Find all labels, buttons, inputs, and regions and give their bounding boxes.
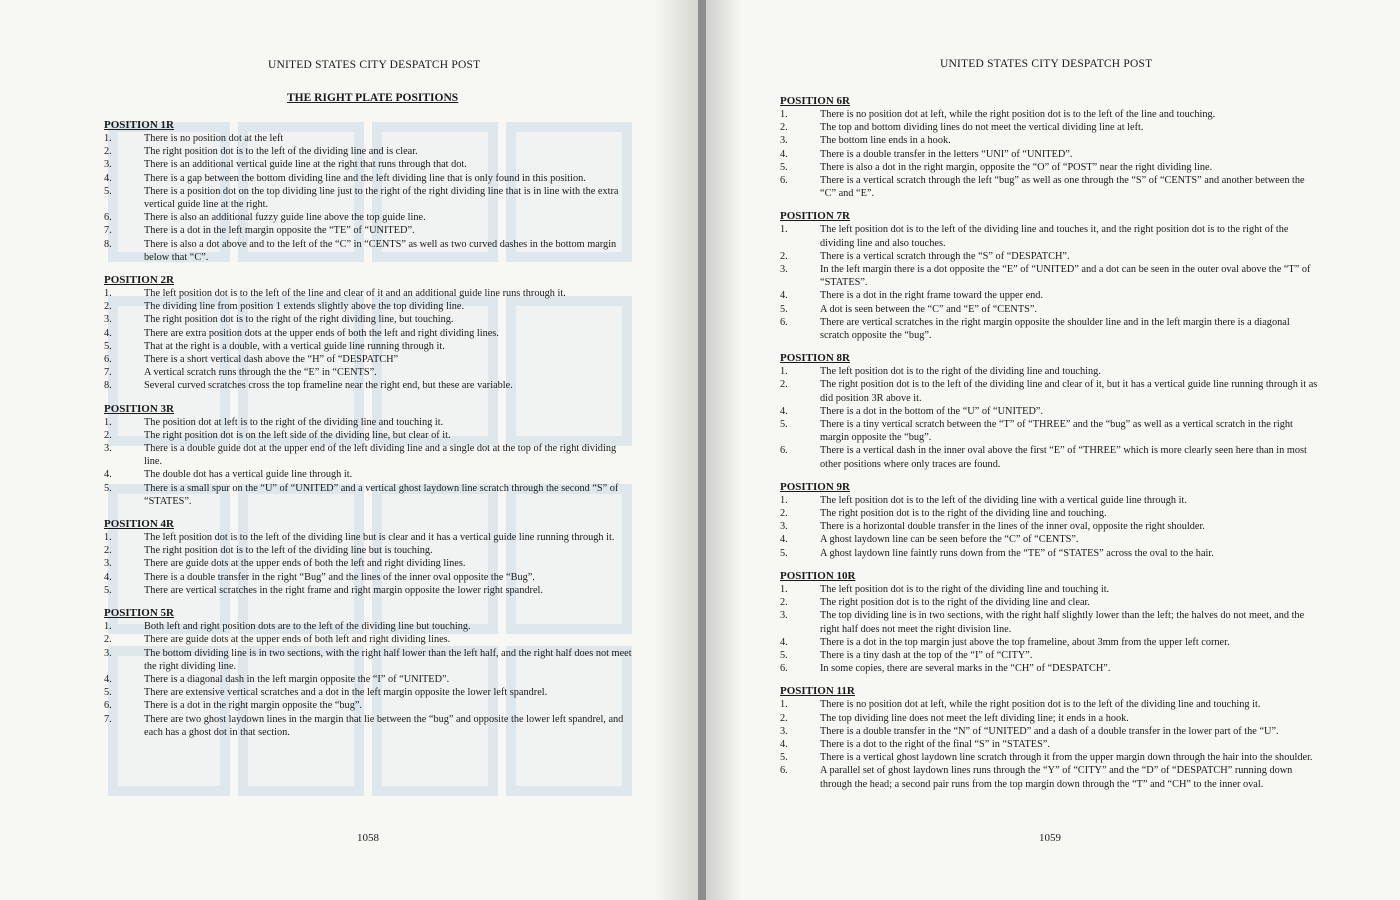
running-header: UNITED STATES CITY DESPATCH POST	[268, 59, 481, 71]
item-number: 3.	[780, 725, 788, 737]
list-item	[104, 327, 634, 340]
item-number: 3.	[780, 264, 788, 276]
item-text: There is a diagonal dash in the left margin opposite the “I” of “UNITED”.	[144, 673, 450, 685]
item-number: 3.	[104, 314, 112, 326]
item-number: 8.	[104, 380, 112, 392]
item-text: The bottom dividing line is in two sections, with the right half lower than the left half, and the right half does not meet the right dividing line.	[144, 647, 632, 672]
item-text: The top dividing line is in two sections, with the right half slightly lower than the left; the halves do not meet, and the right half does not meet the right division line.	[820, 610, 1305, 635]
position-section	[780, 481, 1320, 560]
item-text: There is a double transfer in the letters “UNI” of “UNITED”.	[820, 148, 1073, 160]
item-number: 5.	[780, 752, 788, 764]
item-text: There is a dot in the bottom of the “U” of “UNITED”.	[820, 405, 1044, 417]
item-text: The right position dot is to the left of the dividing line and clear of it, but it has a vertical guide line running through it as did position 3R above it.	[820, 379, 1318, 404]
list-item	[104, 647, 634, 673]
item-number: 2.	[104, 301, 112, 313]
item-number: 2.	[780, 712, 788, 724]
position-heading: POSITION 3R	[104, 402, 174, 415]
item-number: 7.	[104, 713, 112, 725]
item-number: 1.	[780, 699, 788, 711]
item-text: The left position dot is to the left of the dividing line but is clear and it has a vertical guide line running through it.	[144, 532, 615, 544]
item-number: 3.	[104, 443, 112, 455]
list-item	[104, 468, 634, 481]
item-text: The bottom line ends in a hook.	[820, 135, 951, 147]
item-number: 1.	[104, 621, 112, 633]
list-item	[104, 416, 634, 429]
item-text: There is a vertical scratch through the “S” of “DESPATCH”.	[820, 250, 1070, 262]
list-item	[780, 365, 1320, 378]
list-item	[104, 442, 634, 468]
item-text: A parallel set of ghost laydown lines runs through the “Y” of “CITY” and the “D” of “DESPATCH” running down through the head; a second pair runs from the top margin down through the “T” and “CH” to the inner oval.	[820, 765, 1293, 790]
item-number: 1.	[780, 366, 788, 378]
item-text: There is a dot to the right of the final “S” in “STATES”.	[820, 738, 1050, 750]
list-item	[780, 303, 1320, 316]
list-item	[104, 544, 634, 557]
list-item	[104, 300, 634, 313]
item-text: There is no position dot at the left	[144, 133, 284, 144]
list-item	[780, 494, 1320, 507]
item-text: There is a vertical ghost laydown line scratch through it from the upper margin down through the hair into the shoulder.	[820, 752, 1313, 764]
item-number: 2.	[780, 597, 788, 609]
list-item	[104, 211, 634, 224]
list-item	[104, 482, 634, 508]
item-text: There is also a dot above and to the left of the “C” in “CENTS” as well as two curved dashes in the bottom margin below that “C”.	[144, 238, 617, 263]
list-item	[780, 547, 1320, 560]
item-text: The position dot at left is to the right of the dividing line and touching it.	[144, 416, 444, 428]
list-item	[104, 145, 634, 158]
list-item	[780, 725, 1320, 738]
position-heading: POSITION 10R	[780, 569, 856, 582]
position-heading: POSITION 11R	[780, 685, 855, 698]
item-text: There is a tiny vertical scratch between the “T” of “THREE” and the “bug” as well as a vertical scratch in the right margin opposite the “bug”.	[820, 419, 1293, 444]
item-number: 4.	[104, 571, 112, 583]
item-number: 2.	[104, 146, 112, 158]
list-item	[104, 531, 634, 544]
item-text: A vertical scratch runs through the the “E” in “CENTS”.	[144, 367, 377, 379]
list-item	[104, 699, 634, 712]
item-number: 5.	[780, 303, 788, 315]
list-item	[104, 313, 634, 326]
list-item	[104, 238, 634, 264]
item-number: 5.	[104, 687, 112, 699]
list-item	[104, 185, 634, 211]
item-text: The right position dot is to the right of the dividing line and touching.	[820, 508, 1107, 520]
item-text: A ghost laydown line can be seen before the “C” of “CENTS”.	[820, 534, 1079, 546]
item-text: There are vertical scratches in the right margin opposite the shoulder line and in the left margin there is a diagonal scratch opposite the “bug”.	[820, 316, 1290, 342]
item-number: 8.	[104, 238, 112, 250]
item-text: There is an additional vertical guide line at the right that runs through that dot.	[144, 159, 467, 171]
item-text: The left position dot is to the right of the dividing line and touching.	[820, 366, 1101, 378]
item-text: There is a vertical dash in the inner oval above the first “E” of “THREE” which is more clearly seen here than in most other positions where only traces are found.	[820, 445, 1307, 470]
item-number: 3.	[104, 558, 112, 570]
item-number: 5.	[104, 340, 112, 352]
item-text: The left position dot is to the left of the line and clear of it and an additional guide line runs through it.	[144, 288, 566, 300]
position-heading: POSITION 9R	[780, 480, 850, 493]
page-number: 1059	[1039, 832, 1061, 844]
item-number: 1.	[780, 494, 788, 506]
page-number: 1058	[357, 832, 379, 844]
position-section	[104, 518, 634, 597]
item-text: There is a dot in the right margin opposite the “bug”.	[144, 700, 362, 712]
item-text: The left position dot is to the right of the dividing line and touching it.	[820, 583, 1110, 595]
list-item	[780, 148, 1320, 161]
item-number: 5.	[780, 649, 788, 661]
right-page-content	[780, 95, 1320, 801]
item-number: 4.	[780, 290, 788, 302]
item-text: A ghost laydown line faintly runs down from the “TE” of “STATES” across the oval to the hair.	[820, 547, 1214, 559]
item-text: There is a position dot on the top dividing line just to the right of the right dividing line that is in line with the extra vertical guide line at the right.	[144, 185, 619, 211]
item-number: 3.	[780, 135, 788, 147]
item-text: There are guide dots at the upper ends of both left and right dividing lines.	[144, 634, 451, 646]
item-text: There are guide dots at the upper ends of both the left and right dividing lines.	[144, 558, 466, 570]
item-text: There is no position dot at left, while the right position dot is to the left of the line and touching.	[820, 109, 1216, 120]
list-item	[780, 134, 1320, 147]
item-number: 6.	[104, 700, 112, 712]
position-heading: POSITION 6R	[780, 95, 850, 107]
item-number: 6.	[104, 212, 112, 224]
list-item	[780, 444, 1320, 470]
list-item	[104, 713, 634, 739]
item-number: 4.	[104, 172, 112, 184]
item-number: 3.	[780, 610, 788, 622]
position-heading: POSITION 1R	[104, 119, 174, 131]
item-text: The right position dot is to the left of the dividing line but is touching.	[144, 545, 433, 557]
item-text: The double dot has a vertical guide line through it.	[144, 469, 353, 481]
position-section	[104, 607, 634, 739]
list-item	[780, 764, 1320, 790]
list-item	[780, 636, 1320, 649]
item-number: 1.	[780, 583, 788, 595]
item-number: 6.	[780, 445, 788, 457]
list-item	[104, 673, 634, 686]
item-text: There is also an additional fuzzy guide line above the top guide line.	[144, 212, 426, 224]
item-number: 7.	[104, 367, 112, 379]
list-item	[780, 161, 1320, 174]
item-text: The right position dot is on the left side of the dividing line, but clear of it.	[144, 429, 451, 441]
position-heading: POSITION 7R	[780, 210, 850, 223]
position-section	[780, 352, 1320, 471]
list-item	[780, 108, 1320, 121]
list-item	[104, 584, 634, 597]
list-item	[780, 418, 1320, 444]
item-number: 6.	[780, 175, 788, 187]
item-number: 4.	[104, 673, 112, 685]
list-item	[104, 353, 634, 366]
item-text: The top and bottom dividing lines do not meet the vertical dividing line at left.	[820, 122, 1144, 134]
list-item	[780, 698, 1320, 711]
item-number: 4.	[780, 738, 788, 750]
list-item	[780, 263, 1320, 289]
item-text: There is a double transfer in the “N” of “UNITED” and a dash of a double transfer in the lower part of the “U”.	[820, 725, 1279, 737]
item-text: Both left and right position dots are to the left of the dividing line but touching.	[144, 621, 471, 633]
item-text: There are extensive vertical scratches and a dot in the left margin opposite the lower left spandrel.	[144, 687, 548, 699]
item-number: 1.	[104, 416, 112, 428]
item-number: 7.	[104, 225, 112, 237]
position-heading: POSITION 8R	[780, 352, 850, 365]
item-text: There are vertical scratches in the right frame and right margin opposite the lower right spandrel.	[144, 584, 543, 596]
running-header: UNITED STATES CITY DESPATCH POST	[940, 58, 1153, 70]
list-item	[780, 609, 1320, 635]
item-number: 4.	[780, 405, 788, 417]
item-number: 1.	[104, 133, 112, 144]
list-item	[104, 366, 634, 379]
item-text: There is a gap between the bottom dividing line and the left dividing line that is only found in this position.	[144, 172, 586, 184]
item-text: The right position dot is to the left of the dividing line and is clear.	[144, 146, 418, 158]
item-text: There is no position dot at left, while the right position dot is to the left of the dividing line and touching it.	[820, 699, 1261, 711]
position-heading: POSITION 4R	[104, 518, 174, 531]
item-text: The left position dot is to the left of the dividing line with a vertical guide line through it.	[820, 494, 1187, 506]
item-number: 4.	[780, 636, 788, 648]
item-text: There are extra position dots at the upper ends of both the left and right dividing lines.	[144, 327, 499, 339]
list-item	[104, 686, 634, 699]
item-number: 2.	[104, 429, 112, 441]
list-item	[780, 583, 1320, 596]
left-page-content	[104, 119, 634, 749]
list-item	[780, 174, 1320, 200]
item-text: There is a double guide dot at the upper end of the left dividing line and a single dot at the top of the right dividing line.	[144, 443, 617, 468]
item-number: 4.	[780, 148, 788, 160]
list-item	[780, 520, 1320, 533]
item-text: The right position dot is to the right of the right dividing line, but touching.	[144, 314, 454, 326]
item-number: 1.	[104, 288, 112, 300]
item-text: The dividing line from position 1 extends slightly above the top dividing line.	[144, 301, 465, 313]
item-text: There is a double transfer in the right “Bug” and the lines of the inner oval opposite the “Bug”.	[144, 571, 535, 583]
item-text: There is a dot in the right frame toward the upper end.	[820, 290, 1044, 302]
item-number: 2.	[780, 250, 788, 262]
list-item	[104, 132, 634, 145]
item-text: In the left margin there is a dot opposite the “E” of “UNITED” and a dot can be seen in the outer oval above the “T” of “STATES”.	[820, 264, 1311, 289]
list-item	[780, 649, 1320, 662]
item-number: 6.	[780, 663, 788, 675]
item-number: 1.	[104, 532, 112, 544]
list-item	[104, 379, 634, 392]
list-item	[780, 507, 1320, 520]
item-number: 2.	[780, 122, 788, 134]
item-number: 4.	[780, 534, 788, 546]
list-item	[104, 172, 634, 185]
item-number: 5.	[780, 161, 788, 173]
list-item	[780, 738, 1320, 751]
item-text: There is a horizontal double transfer in the lines of the inner oval, opposite the right shoulder.	[820, 521, 1205, 533]
item-number: 5.	[780, 419, 788, 431]
position-section	[780, 95, 1320, 200]
list-item	[104, 557, 634, 570]
item-number: 6.	[780, 316, 788, 328]
position-section	[780, 570, 1320, 675]
item-text: Several curved scratches cross the top frameline near the right end, but these are variable.	[144, 380, 513, 392]
item-text: There are two ghost laydown lines in the margin that lie between the “bug” and opposite the lower left spandrel, and each has a ghost dot in that section.	[144, 713, 624, 738]
item-number: 6.	[780, 765, 788, 777]
list-item	[780, 712, 1320, 725]
item-text: The right position dot is to the right of the dividing line and clear.	[820, 597, 1090, 609]
list-item	[104, 429, 634, 442]
list-item	[104, 633, 634, 646]
item-text: There is a tiny dash at the top of the “I” of “CITY”.	[820, 649, 1033, 661]
list-item	[104, 340, 634, 353]
item-number: 2.	[104, 634, 112, 646]
position-section	[104, 274, 634, 393]
list-item	[780, 223, 1320, 249]
item-text: The left position dot is to the left of the dividing line and touches it, and the right position dot is to the right of the dividing line and also touches.	[820, 224, 1289, 249]
item-number: 2.	[780, 508, 788, 520]
list-item	[780, 316, 1320, 342]
item-number: 2.	[780, 379, 788, 391]
item-text: There is a small spur on the “U” of “UNITED” and a vertical ghost laydown line scratch through the second “S” of “STATES”.	[144, 482, 619, 507]
item-number: 3.	[104, 159, 112, 171]
list-item	[780, 405, 1320, 418]
item-number: 3.	[104, 647, 112, 659]
item-text: In some copies, there are several marks in the “CH” of “DESPATCH”.	[820, 663, 1111, 675]
list-item	[780, 250, 1320, 263]
list-item	[104, 287, 634, 300]
list-item	[104, 620, 634, 633]
list-item	[104, 224, 634, 237]
item-text: The top dividing line does not meet the left dividing line; it ends in a hook.	[820, 712, 1129, 724]
right-page	[706, 0, 1400, 900]
item-text: There is a short vertical dash above the “H” of “DESPATCH”	[144, 354, 399, 366]
list-item	[780, 596, 1320, 609]
list-item	[780, 121, 1320, 134]
position-section	[780, 685, 1320, 790]
item-text: A dot is seen between the “C” and “E” of “CENTS”.	[820, 303, 1038, 315]
item-number: 5.	[104, 482, 112, 494]
item-number: 4.	[104, 327, 112, 339]
item-number: 3.	[780, 521, 788, 533]
chapter-title: THE RIGHT PLATE POSITIONS	[287, 92, 459, 104]
item-number: 2.	[104, 545, 112, 557]
list-item	[780, 662, 1320, 675]
list-item	[780, 378, 1320, 404]
list-item	[780, 533, 1320, 546]
item-number: 5.	[104, 584, 112, 596]
list-item	[780, 751, 1320, 764]
position-heading: POSITION 2R	[104, 274, 174, 287]
position-section	[104, 403, 634, 508]
position-section	[780, 210, 1320, 342]
position-heading: POSITION 5R	[104, 607, 174, 620]
item-number: 5.	[104, 185, 112, 197]
item-text: There is a vertical scratch through the left “bug” as well as one through the “S” of “CENTS” and another between the “C” and “E”.	[820, 175, 1305, 200]
item-number: 1.	[780, 224, 788, 236]
item-number: 4.	[104, 469, 112, 481]
position-section	[104, 119, 634, 264]
list-item	[780, 289, 1320, 302]
item-text: There is a dot in the top margin just above the top frameline, about 3mm from the upper left corner.	[820, 636, 1230, 648]
item-number: 6.	[104, 354, 112, 366]
list-item	[104, 571, 634, 584]
item-text: There is a dot in the left margin opposite the “TE” of “UNITED”.	[144, 225, 415, 237]
item-number: 1.	[780, 109, 788, 120]
list-item	[104, 158, 634, 171]
item-text: There is also a dot in the right margin, opposite the “O” of “POST” near the right dividing line.	[820, 161, 1213, 173]
item-number: 5.	[780, 547, 788, 559]
item-text: That at the right is a double, with a vertical guide line running through it.	[144, 340, 445, 352]
